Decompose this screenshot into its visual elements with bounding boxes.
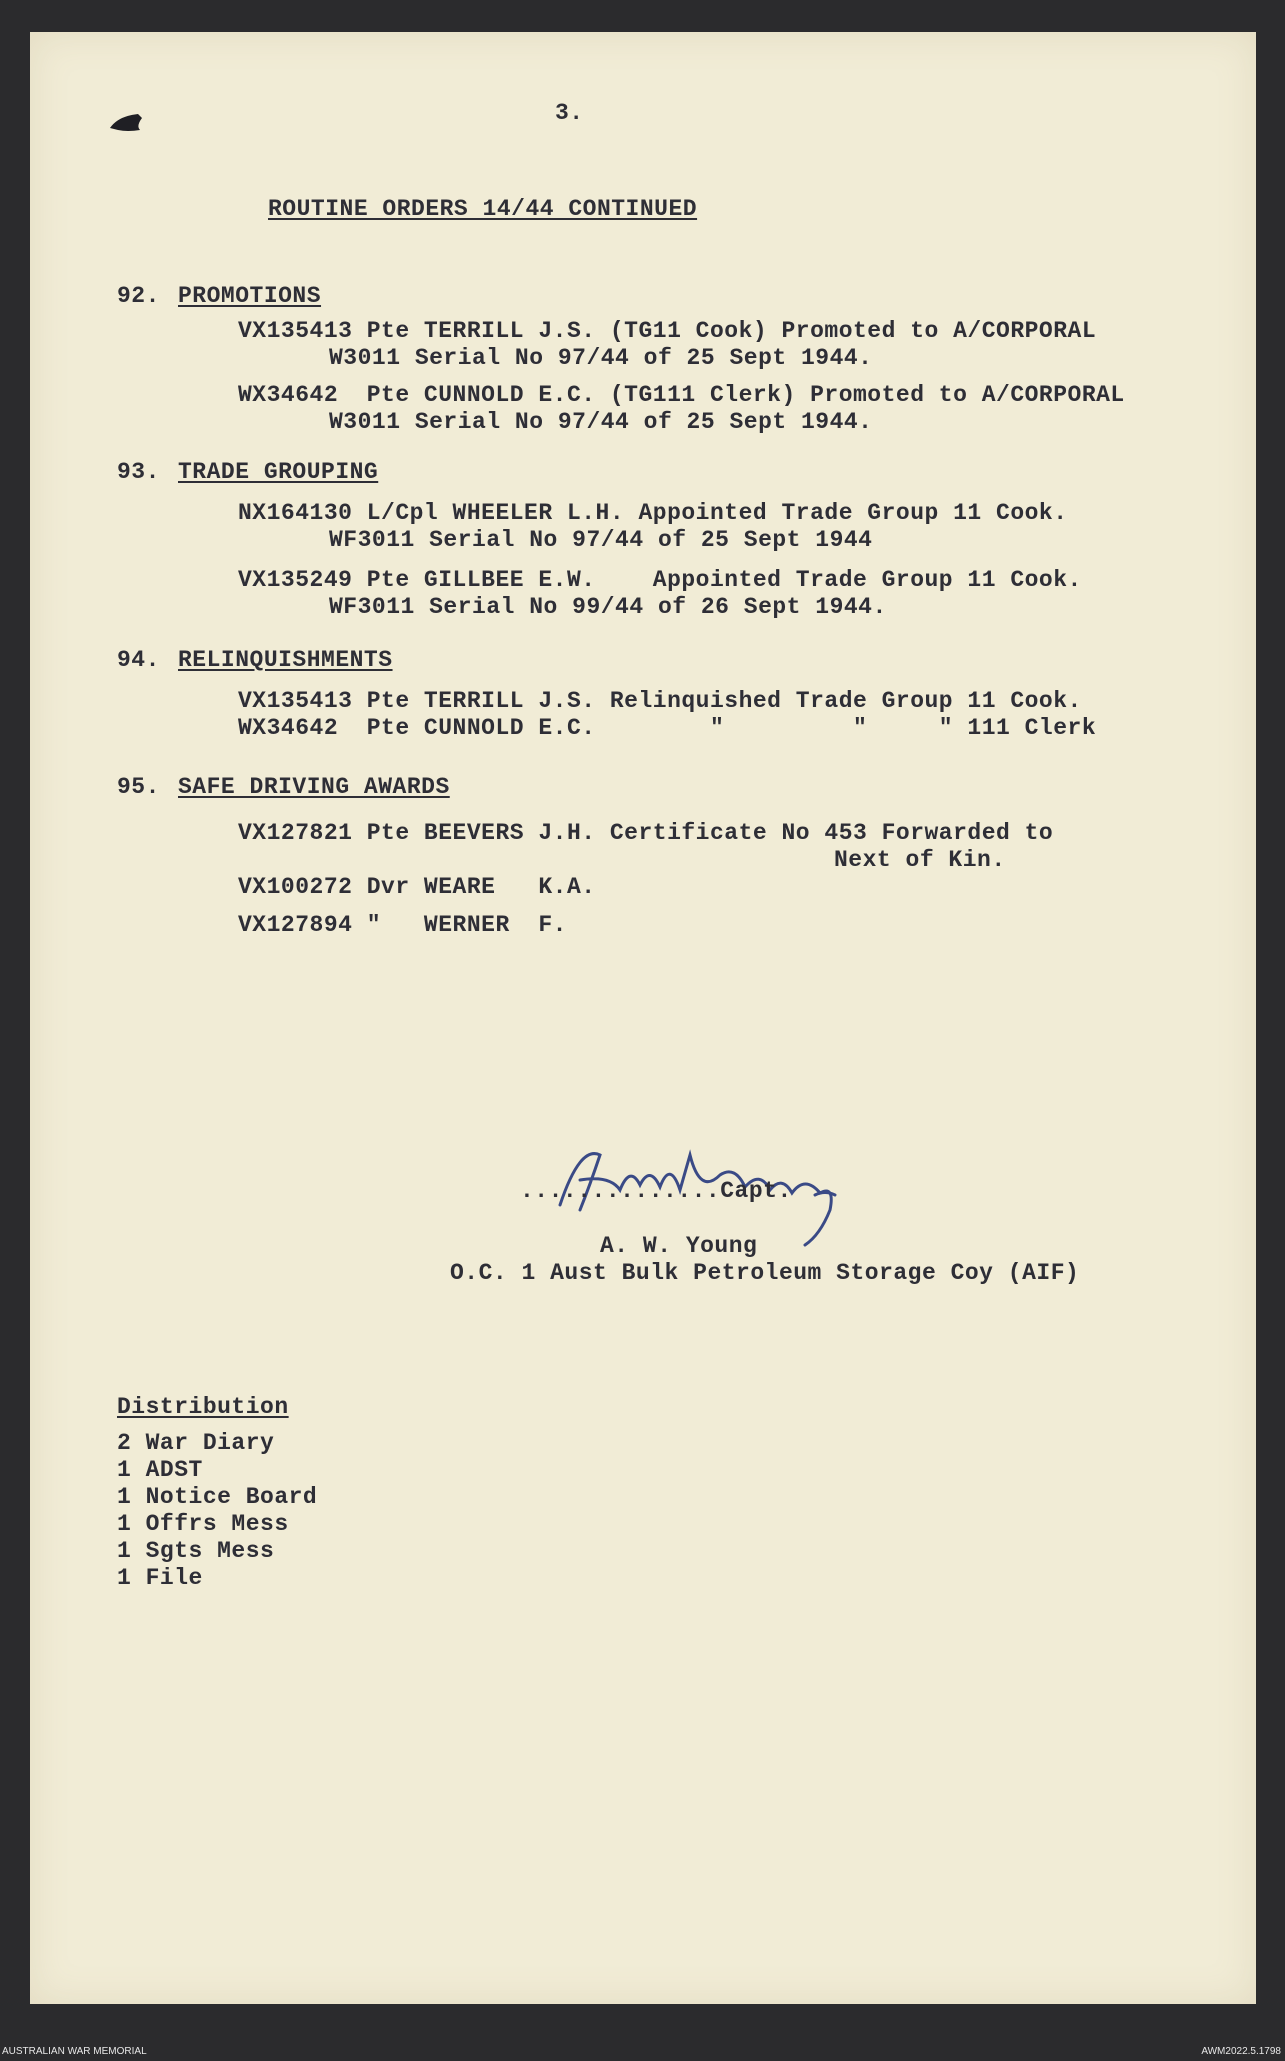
entry-line: WX34642 Pte CUNNOLD E.C. (TG111 Clerk) Promoted to A/CORPORAL (238, 382, 1125, 408)
ink-blot (108, 108, 148, 138)
section-number: 95. (117, 774, 160, 800)
entry-line: VX135413 Pte TERRILL J.S. (TG11 Cook) Promoted to A/CORPORAL (238, 318, 1097, 344)
signature-line: ..............Capt. (520, 1178, 792, 1204)
section-title: PROMOTIONS (178, 283, 322, 309)
distribution-item: 2 War Diary (117, 1430, 275, 1456)
entry-subline: W3011 Serial No 97/44 of 25 Sept 1944. (329, 345, 873, 371)
entry-line: VX135249 Pte GILLBEE E.W. Appointed Trade Group 11 Cook. (238, 567, 1082, 593)
footer-right: AWM2022.5.1798 (1201, 2046, 1281, 2057)
distribution-item: 1 ADST (117, 1457, 203, 1483)
distribution-item: 1 File (117, 1565, 203, 1591)
distribution-title: Distribution (117, 1394, 289, 1420)
entry-line: NX164130 L/Cpl WHEELER L.H. Appointed Trade Group 11 Cook. (238, 500, 1068, 526)
entry-line: VX135413 Pte TERRILL J.S. Relinquished Trade Group 11 Cook. (238, 688, 1082, 714)
section-number: 94. (117, 647, 160, 673)
entry-subline: WF3011 Serial No 99/44 of 26 Sept 1944. (329, 594, 887, 620)
page-number: 3. (555, 100, 584, 126)
entry-line: VX100272 Dvr WEARE K.A. (238, 874, 596, 900)
section-title: RELINQUISHMENTS (178, 647, 393, 673)
section-title: SAFE DRIVING AWARDS (178, 774, 450, 800)
entry-line: VX127894 " WERNER F. (238, 912, 567, 938)
section-title: TRADE GROUPING (178, 459, 379, 485)
footer-left: AUSTRALIAN WAR MEMORIAL (2, 2046, 147, 2057)
section-number: 93. (117, 459, 160, 485)
entry-line: WX34642 Pte CUNNOLD E.C. " " " 111 Clerk (238, 715, 1097, 741)
entry-subline: W3011 Serial No 97/44 of 25 Sept 1944. (329, 409, 873, 435)
entry-line: VX127821 Pte BEEVERS J.H. Certificate No 453 Forwarded to (238, 820, 1054, 846)
entry-subline: WF3011 Serial No 97/44 of 25 Sept 1944 (329, 527, 873, 553)
signatory-name: A. W. Young (600, 1233, 758, 1259)
document-heading: ROUTINE ORDERS 14/44 CONTINUED (268, 196, 698, 222)
signatory-unit: O.C. 1 Aust Bulk Petroleum Storage Coy (AIF) (450, 1260, 1080, 1286)
section-number: 92. (117, 283, 160, 309)
distribution-item: 1 Sgts Mess (117, 1538, 275, 1564)
distribution-item: 1 Notice Board (117, 1484, 318, 1510)
entry-subline: Next of Kin. (834, 847, 1006, 873)
distribution-item: 1 Offrs Mess (117, 1511, 289, 1537)
